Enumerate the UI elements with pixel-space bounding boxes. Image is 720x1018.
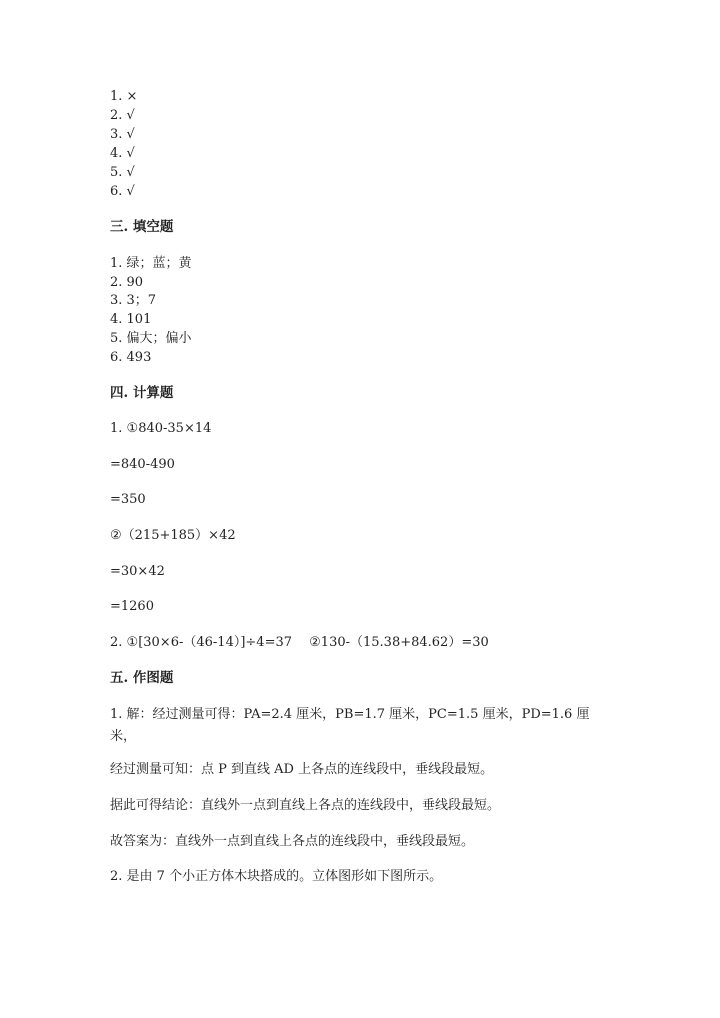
judge-answer-2: 2. √ [110, 108, 135, 123]
calc-heading: 四. 计算题 [110, 385, 174, 401]
fill-answer-1: 1. 绿；蓝；黄 [110, 256, 192, 271]
calc-line-2: =840-490 [110, 457, 175, 472]
calc-line-4: ②（215+185）×42 [110, 528, 236, 543]
judge-answer-4: 4. √ [110, 146, 135, 161]
judge-answer-5: 5. √ [110, 165, 135, 180]
fill-answer-4: 4. 101 [110, 312, 152, 327]
fill-heading: 三. 填空题 [110, 219, 174, 235]
fill-answer-3: 3. 3；7 [110, 293, 157, 308]
calc-line-7: 2. ①[30×6-（46-14）]÷4=37 ②130-（15.38+84.62）=30 [110, 635, 489, 650]
calc-line-3: =350 [110, 492, 146, 507]
draw-paragraph-5: 2. 是由 7 个小正方体木块搭成的。立体图形如下图所示。 [110, 869, 443, 884]
draw-paragraph-2: 经过测量可知：点 P 到直线 AD 上各点的连线段中，垂线段最短。 [110, 762, 494, 777]
judge-answer-1: 1. × [110, 89, 138, 104]
judge-answer-6: 6. √ [110, 184, 135, 199]
draw-paragraph-3: 据此可得结论：直线外一点到直线上各点的连线段中，垂线段最短。 [110, 798, 501, 813]
calc-line-1: 1. ①840-35×14 [110, 421, 212, 436]
fill-answer-6: 6. 493 [110, 350, 152, 365]
draw-paragraph-1: 1. 解：经过测量可得：PA=2.4 厘米，PB=1.7 厘米，PC=1.5 厘米，PD=1.6 厘米， [110, 707, 590, 744]
fill-answer-5: 5. 偏大；偏小 [110, 331, 192, 346]
draw-paragraph-4: 故答案为：直线外一点到直线上各点的连线段中，垂线段最短。 [110, 834, 475, 849]
calc-line-6: =1260 [110, 599, 154, 614]
calc-line-5: =30×42 [110, 564, 165, 579]
draw-heading: 五. 作图题 [110, 670, 174, 686]
judge-answer-3: 3. √ [110, 127, 135, 142]
fill-answer-2: 2. 90 [110, 275, 144, 290]
